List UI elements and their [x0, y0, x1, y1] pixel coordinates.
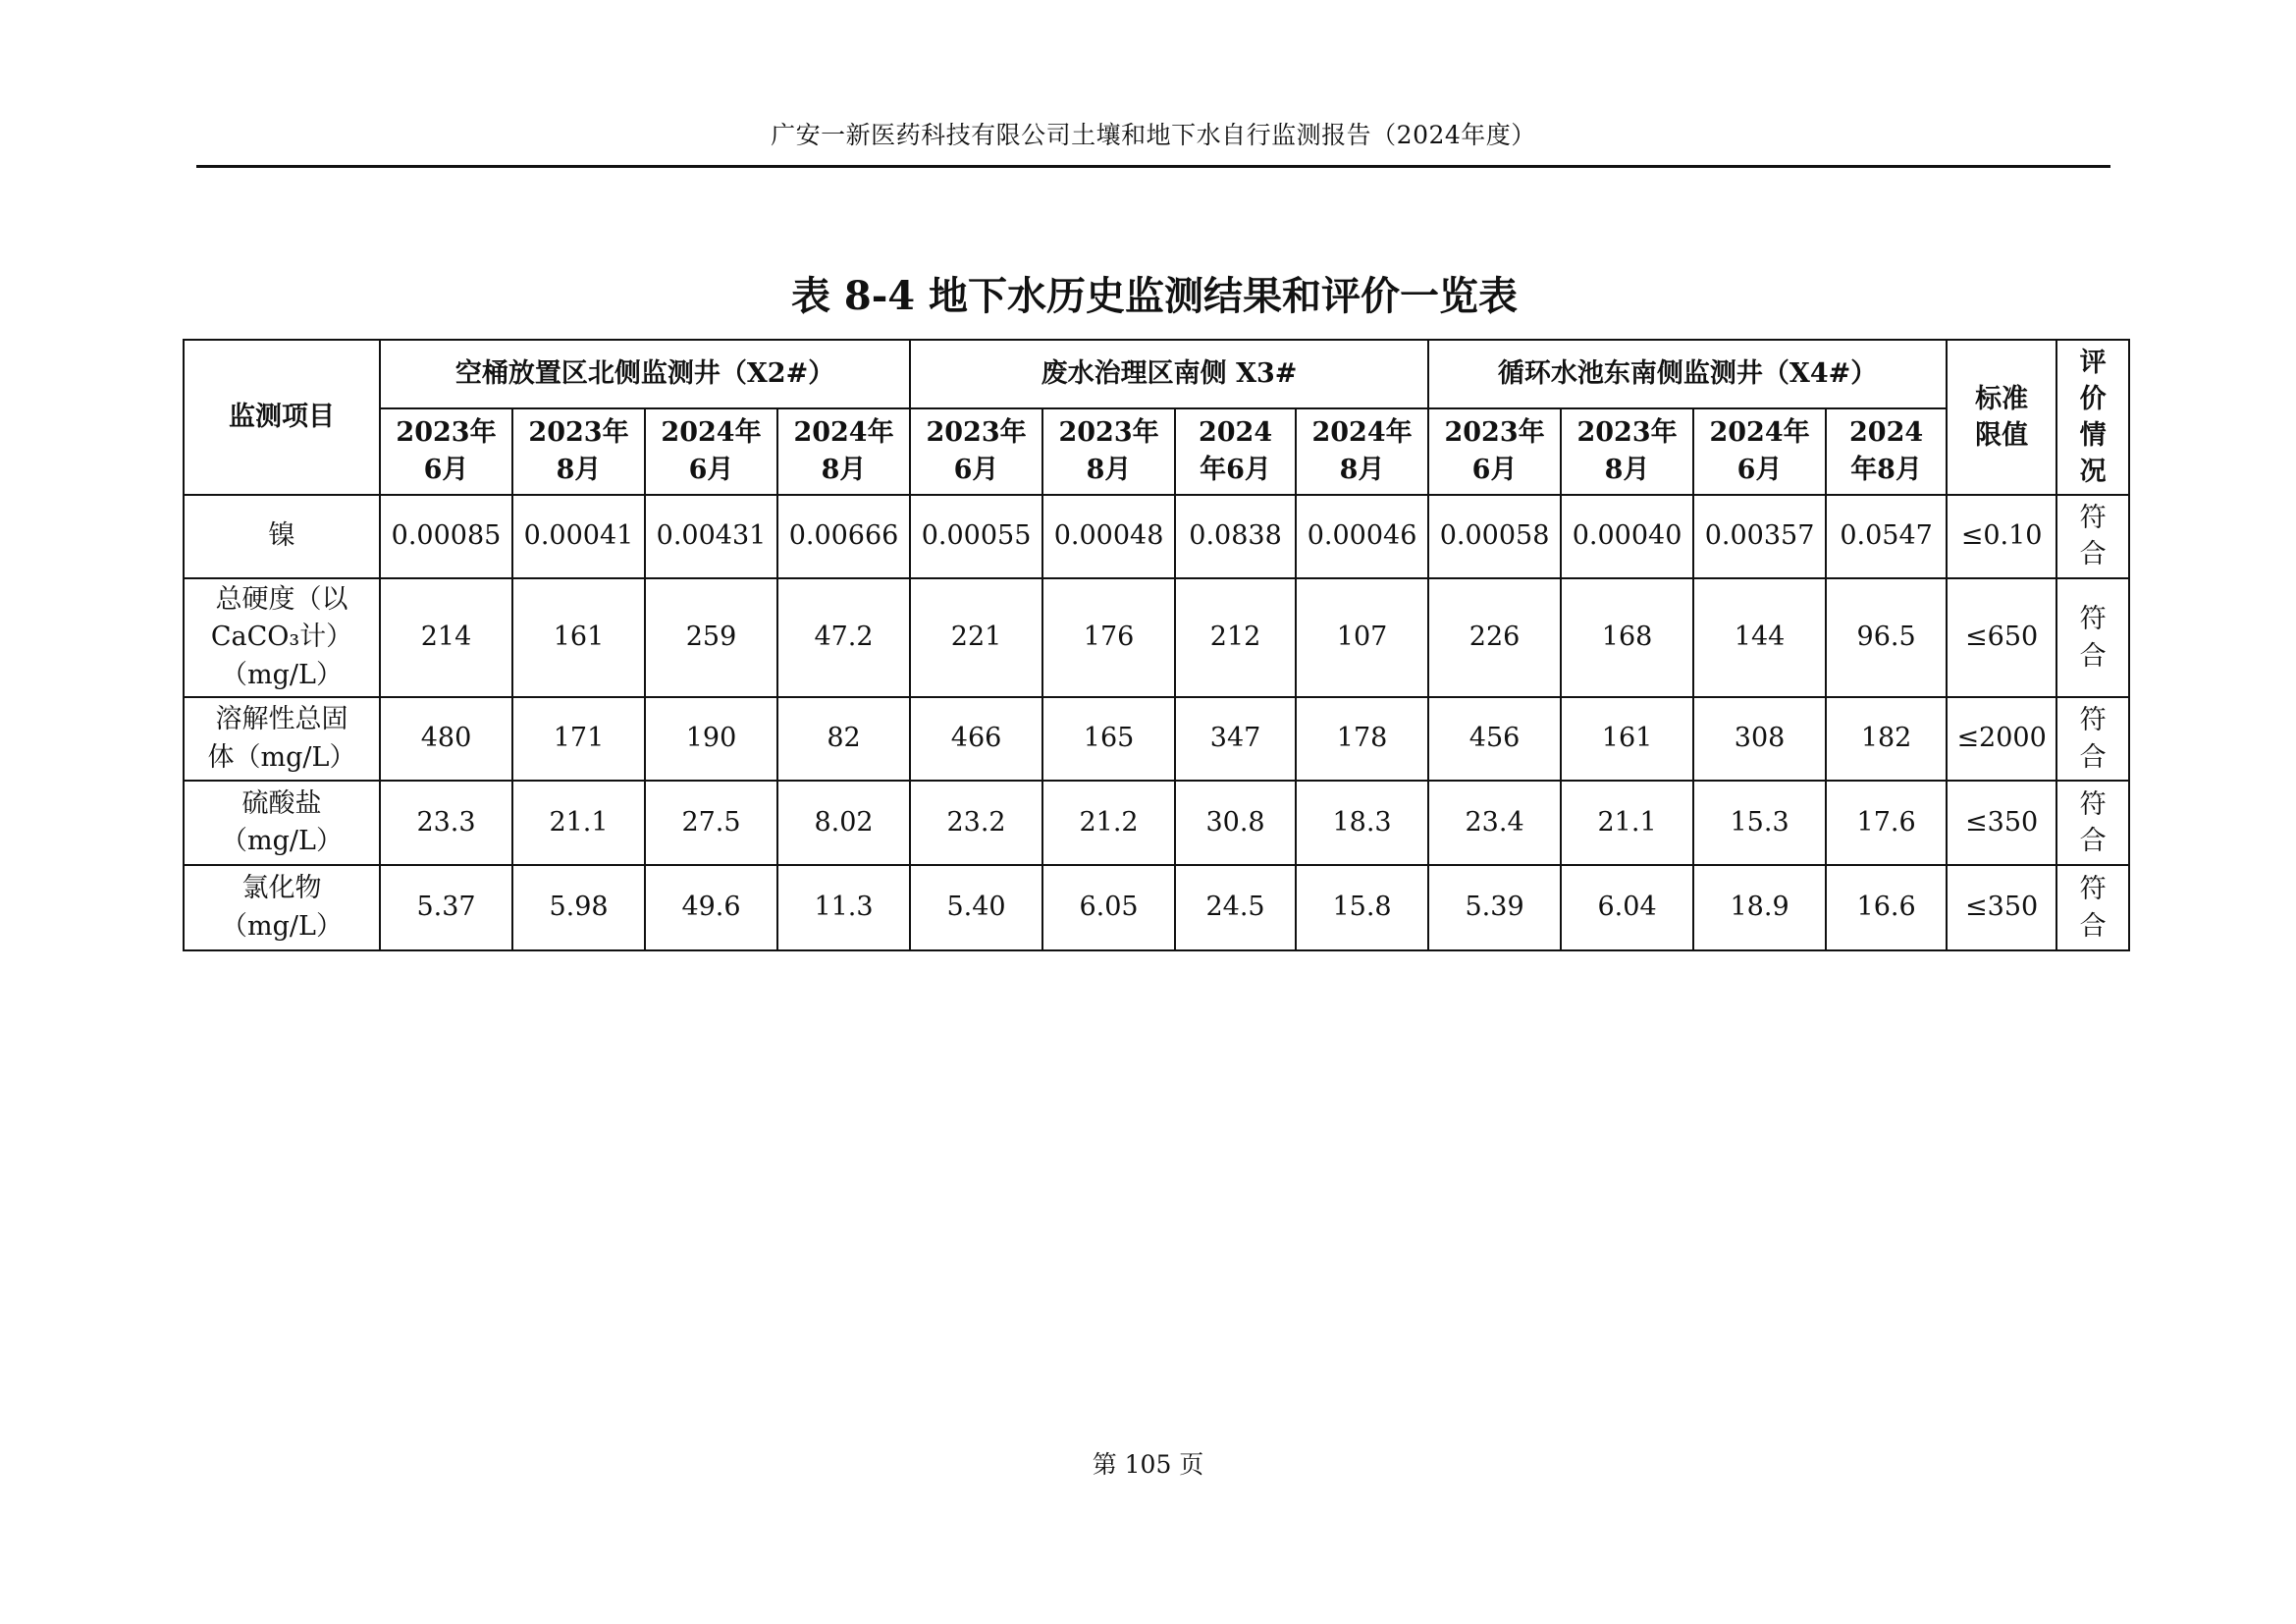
site-header: 空桶放置区北侧监测井（X2#）: [380, 340, 910, 408]
value-cell: 6.05: [1042, 865, 1175, 950]
value-cell: 96.5: [1826, 578, 1947, 697]
value-cell: 27.5: [645, 781, 777, 865]
evaluation-cell: 符 合: [2056, 697, 2129, 781]
item-header: 监测项目: [184, 340, 380, 495]
site-header-row: [184, 340, 2129, 408]
value-cell: 0.0547: [1826, 495, 1947, 578]
monitoring-results-table: [183, 339, 2130, 951]
value-cell: 0.00046: [1296, 495, 1428, 578]
value-cell: 190: [645, 697, 777, 781]
value-cell: 214: [380, 578, 512, 697]
value-cell: 144: [1693, 578, 1826, 697]
value-cell: 0.00055: [910, 495, 1042, 578]
value-cell: 5.39: [1428, 865, 1561, 950]
value-cell: 21.2: [1042, 781, 1175, 865]
period-header: 2024年 6月: [1693, 408, 1826, 495]
value-cell: 0.00666: [777, 495, 910, 578]
standard-cell: ≤2000: [1947, 697, 2056, 781]
value-cell: 0.0838: [1175, 495, 1296, 578]
period-header: 2023年 8月: [1561, 408, 1693, 495]
standard-header: 标准 限值: [1947, 340, 2056, 495]
item-cell: 氯化物 （mg/L）: [184, 865, 380, 950]
value-cell: 21.1: [512, 781, 645, 865]
table-row: [184, 578, 2129, 697]
period-header: 2023年 6月: [1428, 408, 1561, 495]
value-cell: 21.1: [1561, 781, 1693, 865]
value-cell: 226: [1428, 578, 1561, 697]
value-cell: 5.98: [512, 865, 645, 950]
period-header-row: [184, 408, 2129, 495]
table-row: [184, 781, 2129, 865]
standard-cell: ≤350: [1947, 865, 2056, 950]
value-cell: 6.04: [1561, 865, 1693, 950]
value-cell: 107: [1296, 578, 1428, 697]
table-body: [184, 495, 2129, 950]
value-cell: 47.2: [777, 578, 910, 697]
value-cell: 0.00058: [1428, 495, 1561, 578]
period-header: 2023年 8月: [1042, 408, 1175, 495]
evaluation-header: 评 价 情 况: [2056, 340, 2129, 495]
table-row: [184, 865, 2129, 950]
value-cell: 82: [777, 697, 910, 781]
value-cell: 165: [1042, 697, 1175, 781]
value-cell: 178: [1296, 697, 1428, 781]
period-header: 2023年 6月: [380, 408, 512, 495]
evaluation-cell: 符 合: [2056, 578, 2129, 697]
value-cell: 182: [1826, 697, 1947, 781]
value-cell: 18.3: [1296, 781, 1428, 865]
item-cell: 硫酸盐 （mg/L）: [184, 781, 380, 865]
running-header: 广安一新医药科技有限公司土壤和地下水自行监测报告（2024年度）: [771, 121, 1536, 149]
item-cell: 溶解性总固 体（mg/L）: [184, 697, 380, 781]
value-cell: 23.4: [1428, 781, 1561, 865]
value-cell: 0.00041: [512, 495, 645, 578]
value-cell: 5.37: [380, 865, 512, 950]
value-cell: 15.3: [1693, 781, 1826, 865]
site-header: 循环水池东南侧监测井（X4#）: [1428, 340, 1947, 408]
value-cell: 0.00048: [1042, 495, 1175, 578]
value-cell: 18.9: [1693, 865, 1826, 950]
value-cell: 171: [512, 697, 645, 781]
value-cell: 161: [512, 578, 645, 697]
site-header: 废水治理区南侧 X3#: [910, 340, 1428, 408]
standard-cell: ≤650: [1947, 578, 2056, 697]
value-cell: 176: [1042, 578, 1175, 697]
value-cell: 15.8: [1296, 865, 1428, 950]
value-cell: 24.5: [1175, 865, 1296, 950]
period-header: 2024年 8月: [1296, 408, 1428, 495]
period-header: 2023年 6月: [910, 408, 1042, 495]
value-cell: 30.8: [1175, 781, 1296, 865]
value-cell: 259: [645, 578, 777, 697]
value-cell: 308: [1693, 697, 1826, 781]
period-header: 2024年 6月: [645, 408, 777, 495]
value-cell: 0.00431: [645, 495, 777, 578]
period-header: 2023年 8月: [512, 408, 645, 495]
evaluation-cell: 符 合: [2056, 865, 2129, 950]
value-cell: 466: [910, 697, 1042, 781]
period-header: 2024 年8月: [1826, 408, 1947, 495]
value-cell: 480: [380, 697, 512, 781]
table-row: [184, 495, 2129, 578]
header-divider: [196, 165, 2110, 168]
value-cell: 456: [1428, 697, 1561, 781]
value-cell: 8.02: [777, 781, 910, 865]
period-header: 2024年 8月: [777, 408, 910, 495]
item-cell: 镍: [184, 495, 380, 578]
evaluation-cell: 符 合: [2056, 781, 2129, 865]
page-number: 第 105 页: [1092, 1450, 1204, 1479]
value-cell: 221: [910, 578, 1042, 697]
value-cell: 0.00357: [1693, 495, 1826, 578]
evaluation-cell: 符 合: [2056, 495, 2129, 578]
table-title: 表 8-4 地下水历史监测结果和评价一览表: [790, 273, 1519, 319]
value-cell: 17.6: [1826, 781, 1947, 865]
standard-cell: ≤350: [1947, 781, 2056, 865]
value-cell: 11.3: [777, 865, 910, 950]
period-header: 2024 年6月: [1175, 408, 1296, 495]
value-cell: 23.2: [910, 781, 1042, 865]
value-cell: 212: [1175, 578, 1296, 697]
value-cell: 0.00085: [380, 495, 512, 578]
value-cell: 161: [1561, 697, 1693, 781]
value-cell: 49.6: [645, 865, 777, 950]
table-row: [184, 697, 2129, 781]
value-cell: 5.40: [910, 865, 1042, 950]
value-cell: 168: [1561, 578, 1693, 697]
value-cell: 0.00040: [1561, 495, 1693, 578]
item-cell: 总硬度（以 CaCO₃计） （mg/L）: [184, 578, 380, 697]
value-cell: 23.3: [380, 781, 512, 865]
standard-cell: ≤0.10: [1947, 495, 2056, 578]
value-cell: 16.6: [1826, 865, 1947, 950]
value-cell: 347: [1175, 697, 1296, 781]
